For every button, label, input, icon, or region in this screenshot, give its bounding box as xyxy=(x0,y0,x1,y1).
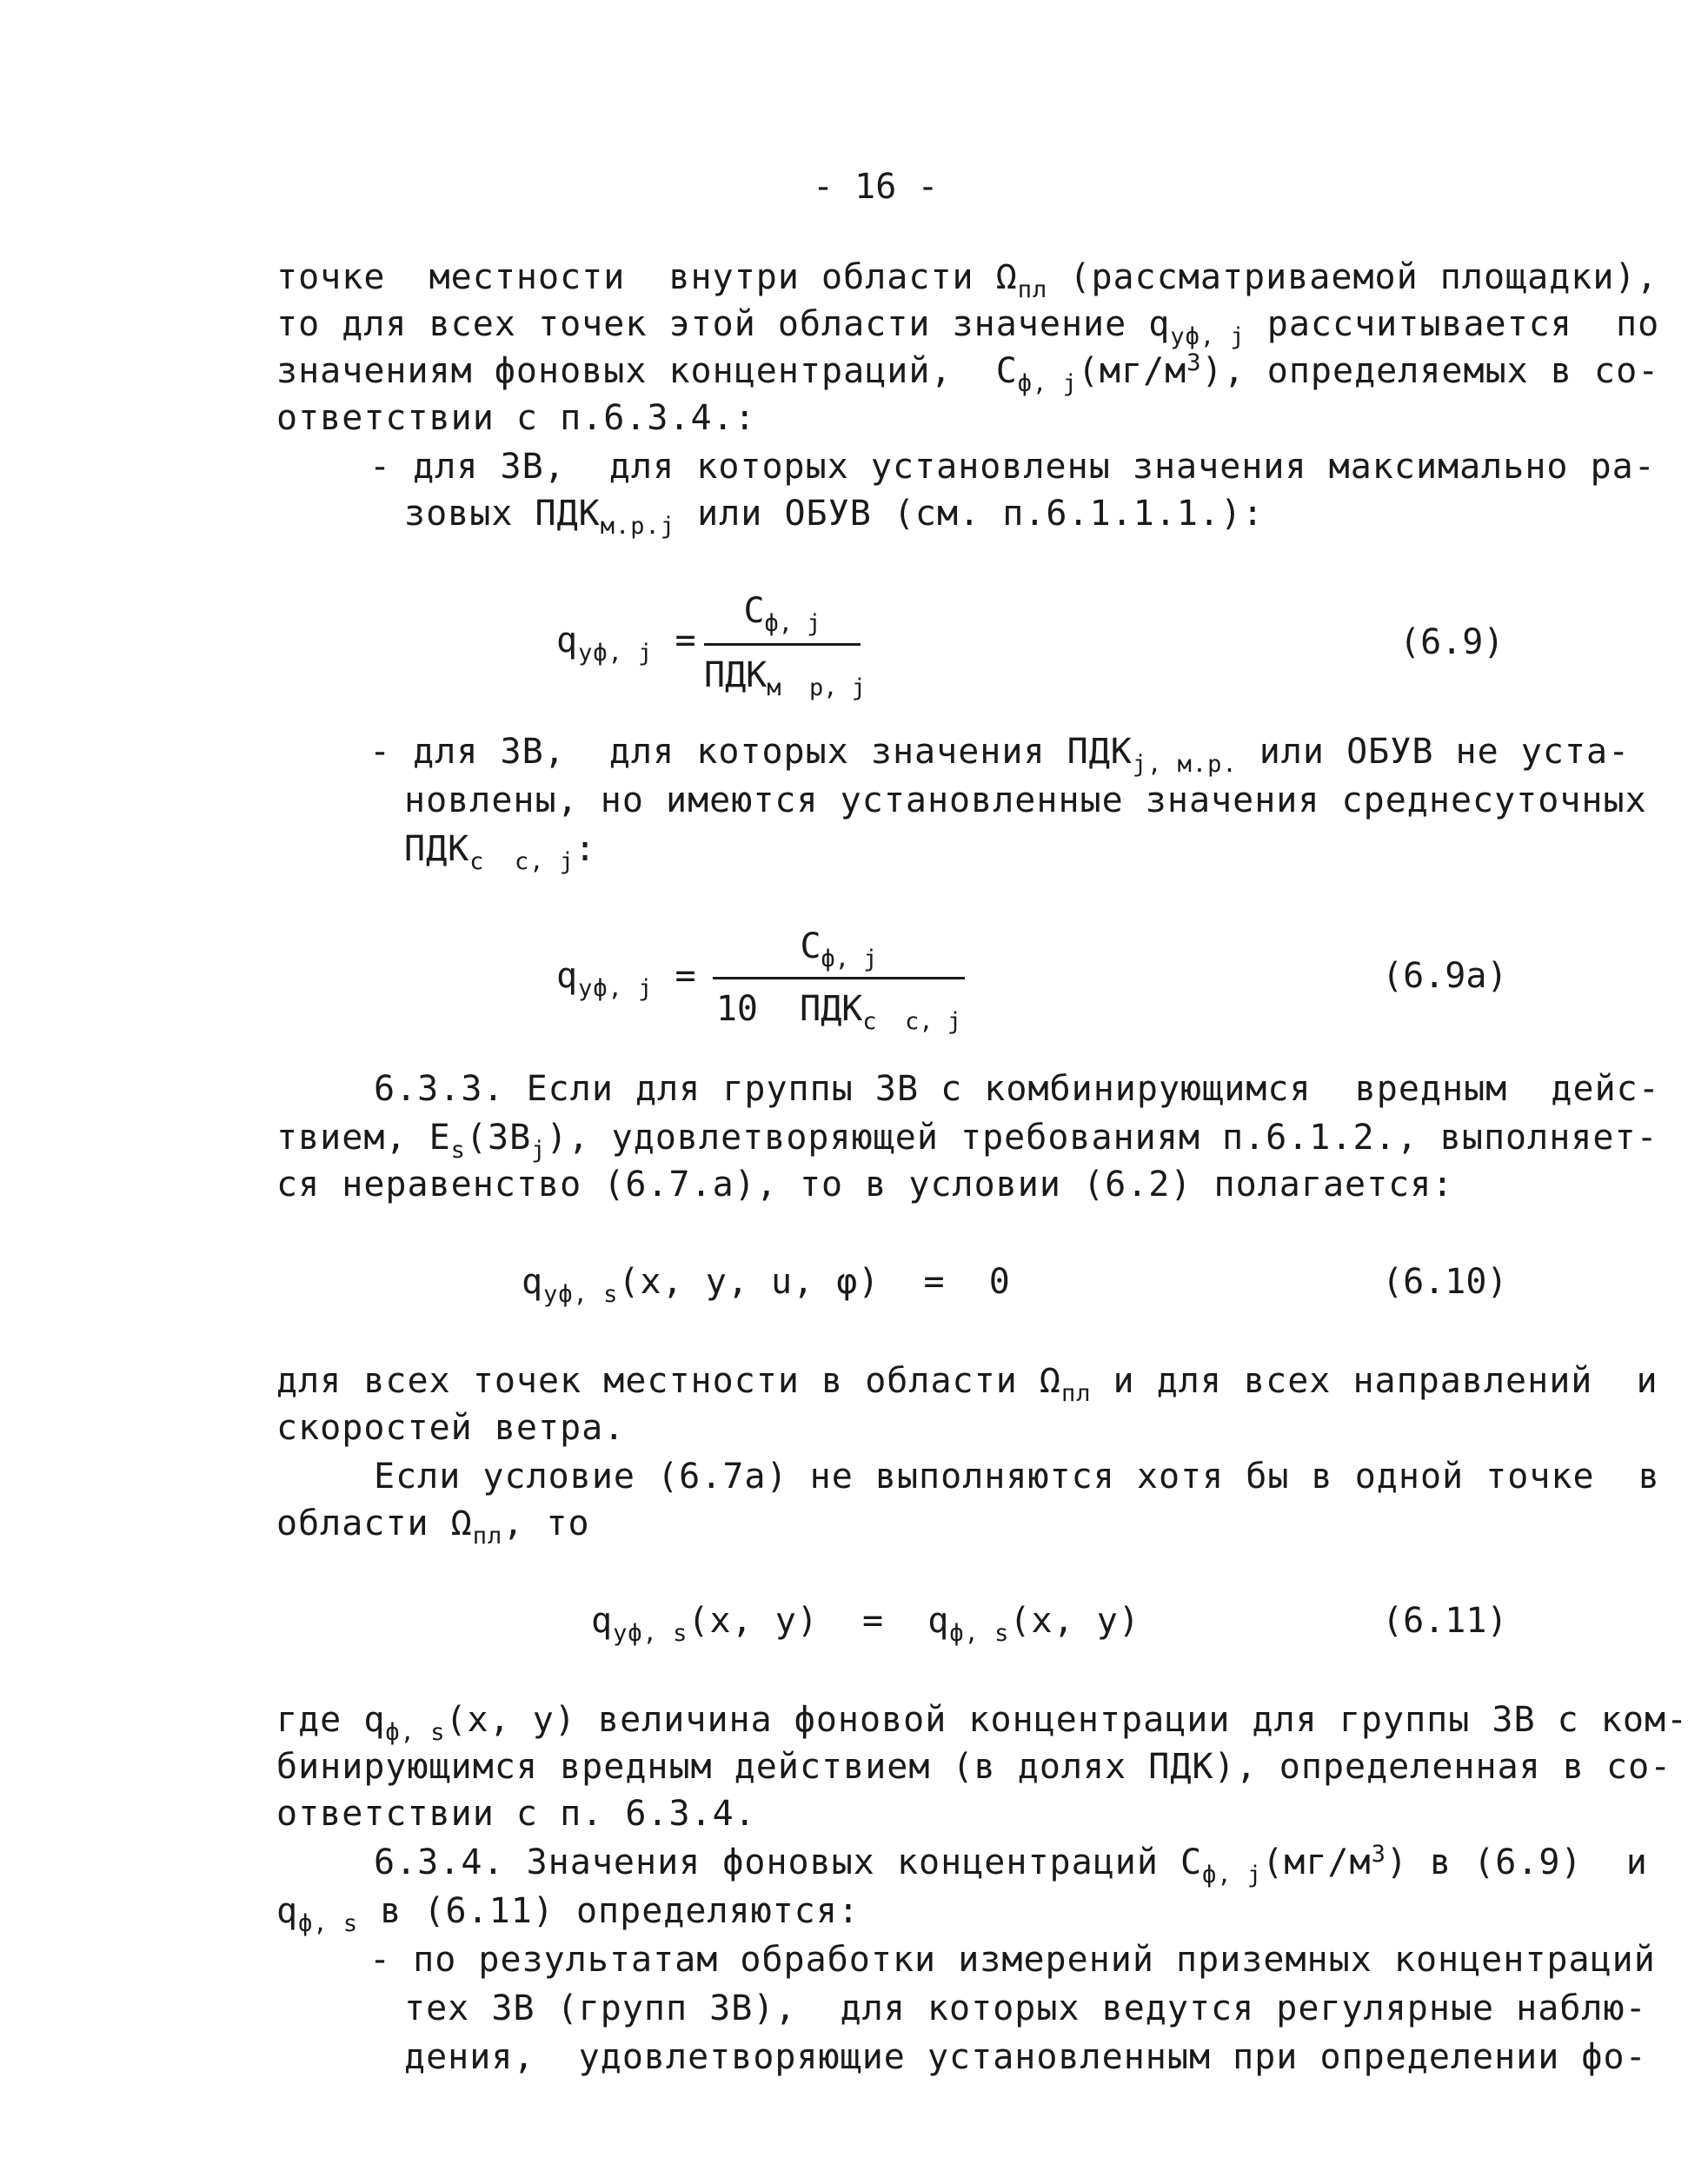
text-line: ответствии с п. 6.3.4. xyxy=(276,1794,756,1834)
text-line: значениям фоновых концентраций, $С_{ф, j}(мг/м^3)$, определяемых в со- xyxy=(276,349,1660,397)
paragraph-start: 6.3.4. Значения фоновых концентраций $С_{ф, j}(мг/м^3)$ в (6.9) и xyxy=(374,1841,1648,1889)
equation: $q_{уф, s}(x$, y, u, φ) = 0 xyxy=(522,1262,1011,1308)
text-line: то для всех точек этой области значение $q_{уф, j}$ рассчитывается по xyxy=(276,304,1660,350)
text-line: дения, удовлетворяющие установленным при определении фо- xyxy=(404,2037,1647,2077)
text-line: твием, $E_s(ЗВ_j)$, удовлетворяющей требованиям п.6.1.2., выполняет- xyxy=(276,1118,1658,1164)
equation-lhs: $q_{уф, j}$ = xyxy=(556,621,697,667)
text-line: области $\Omega_{пл}$, то xyxy=(276,1504,590,1550)
fraction-bar xyxy=(713,977,965,979)
fraction-numerator: $С_{ф, j}$ xyxy=(743,591,821,637)
equation: $q_{уф, s}(x$, $y) = q_{ф, s}(x$, y) xyxy=(591,1601,1140,1647)
text-line: для всех точек местности в области $\Omega_{пл}$ и для всех направлений и xyxy=(276,1361,1658,1407)
equation-number: (6.10) xyxy=(1382,1262,1508,1302)
text-line: $ПДК_{с с, j}$: xyxy=(404,829,597,875)
text-line: скоростей ветра. xyxy=(276,1408,626,1448)
text-line: зовых $ПДК_{м.р.j}$ или ОБУВ (см. п.6.1.1.1.): xyxy=(404,494,1265,540)
page-number: - 16 - xyxy=(813,167,939,207)
equation-number: (6.9а) xyxy=(1382,956,1508,996)
paragraph-start: 6.3.3. Если для группы ЗВ с комбинирующимся вредным дейс- xyxy=(374,1069,1660,1109)
fraction-denominator: $ПДК_{м р, j}$ xyxy=(704,655,867,701)
list-item: - для ЗВ, для которых установлены значения максимально ра- xyxy=(369,447,1656,487)
text-line: $q_{ф, s}$ в (6.11) определяются: xyxy=(276,1891,861,1937)
text-line: бинирующимся вредным действием (в долях ПДК), определенная в со- xyxy=(276,1747,1672,1787)
text-line: тех ЗВ (групп ЗВ), для которых ведутся регулярные наблю- xyxy=(404,1988,1647,2028)
equation-number: (6.9) xyxy=(1399,622,1505,662)
list-item: - для ЗВ, для которых значения $ПДК_{j, м.р.}$ или ОБУВ не уста- xyxy=(369,732,1631,778)
text-line: ответствии с п.6.3.4.: xyxy=(276,398,756,438)
fraction-numerator: $С_{ф, j}$ xyxy=(800,926,878,973)
fraction-bar xyxy=(704,643,861,646)
equation-number: (6.11) xyxy=(1382,1601,1508,1641)
text-line: где $q_{ф, s}(x$, y) величина фоновой концентрации для группы ЗВ с ком- xyxy=(276,1700,1688,1746)
list-item: - по результатам обработки измерений приземных концентраций xyxy=(369,1940,1656,1980)
paragraph-start: Если условие (6.7а) не выполняются хотя бы в одной точке в xyxy=(374,1457,1660,1497)
fraction-denominator: 10 $ПДК_{с с, j}$ xyxy=(715,989,962,1035)
text-line: точке местности внутри области $\Omega_{пл}$ (рассматриваемой площадки), xyxy=(276,257,1658,303)
equation-lhs: $q_{уф, j}$ = xyxy=(556,956,697,1002)
text-line: новлены, но имеются установленные значения среднесуточных xyxy=(404,780,1647,820)
text-line: ся неравенство (6.7.а), то в условии (6.2) полагается: xyxy=(276,1165,1454,1205)
